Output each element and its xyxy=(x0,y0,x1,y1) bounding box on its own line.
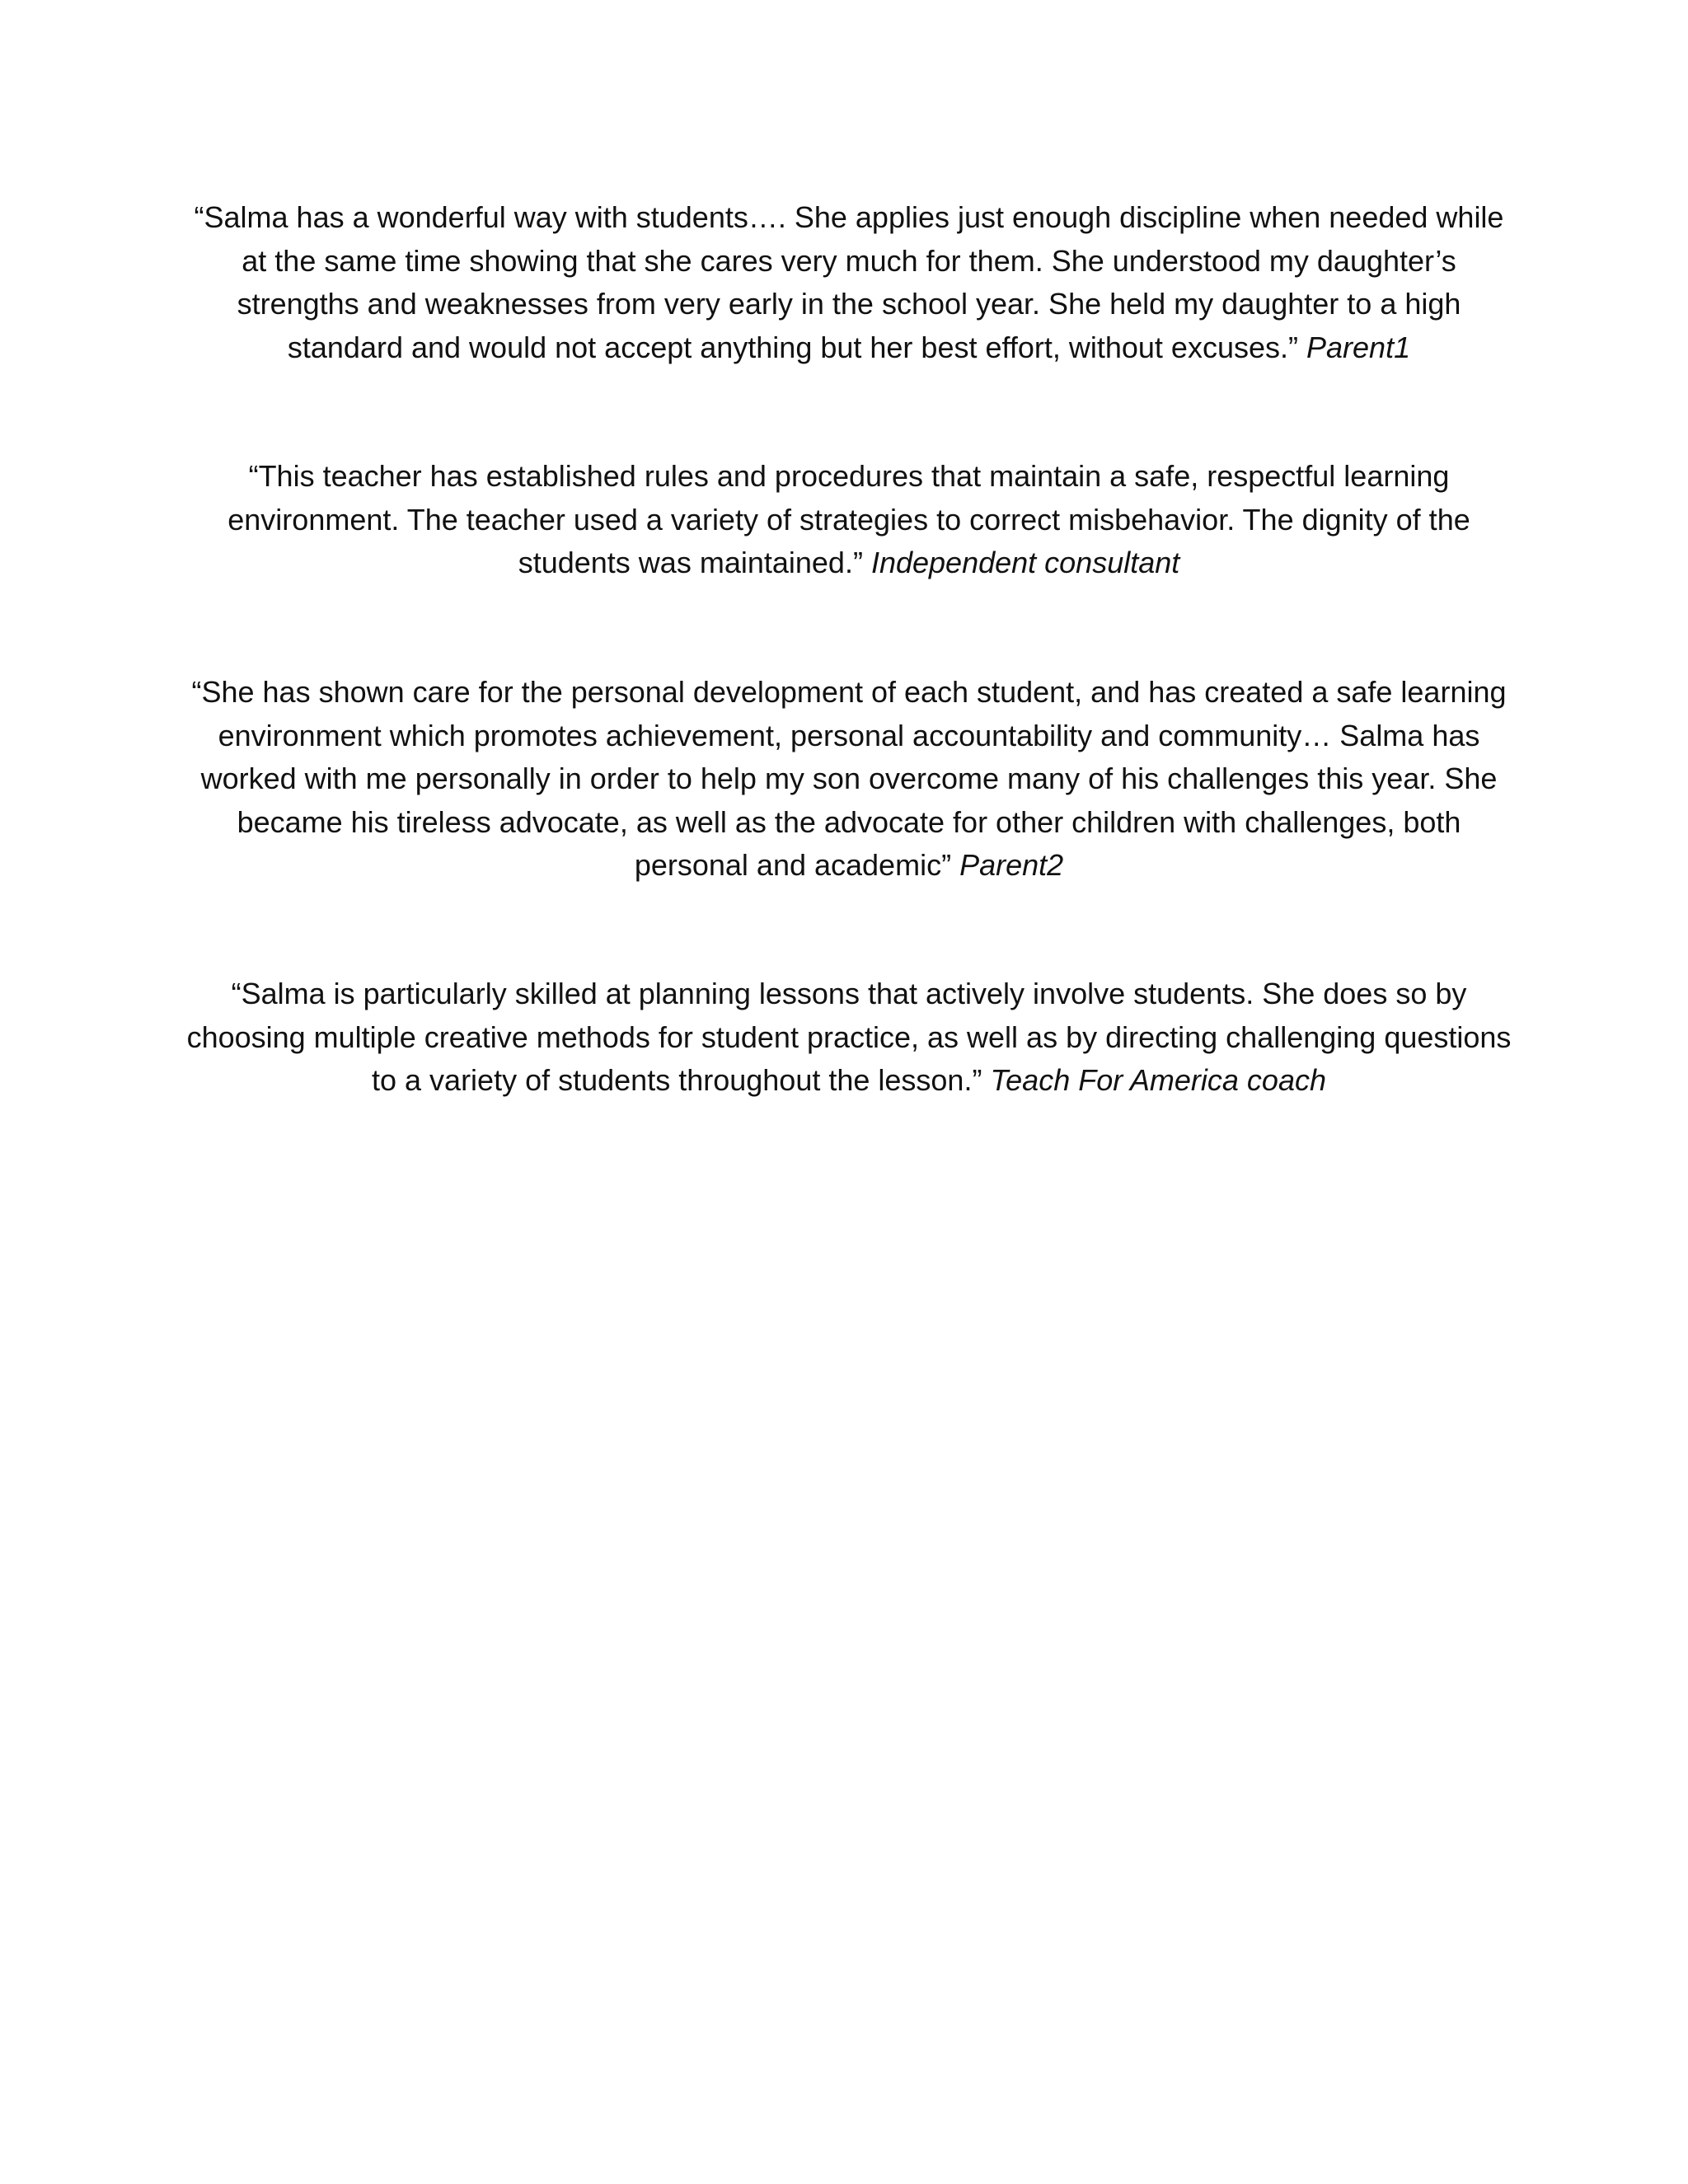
testimonial xyxy=(181,196,1517,369)
testimonial xyxy=(181,455,1517,585)
testimonial-quote: “This teacher has established rules and procedures that maintain a safe, respectful learning environment. The teacher used a variety of strategies to correct misbehavior. The dignity of the students was maintained.” xyxy=(227,459,1470,579)
testimonial-attribution: Teach For America coach xyxy=(990,1063,1326,1097)
testimonial-quote: “She has shown care for the personal development of each student, and has created a safe learning environment which promotes achievement, personal accountability and community… Salma has worked with me personally in order to help my son overcome many of his challenges this year. She became his tireless advocate, as well as the advocate for other children with challenges, both personal and academic” xyxy=(191,675,1507,882)
testimonial xyxy=(181,671,1517,888)
testimonial-attribution: Parent2 xyxy=(959,848,1064,882)
testimonial-quote: “Salma is particularly skilled at planning lessons that actively involve students. She does so by choosing multiple creative methods for student practice, as well as by directing challenging questions to a variety of students throughout the lesson.” xyxy=(186,977,1512,1097)
testimonial-quote: “Salma has a wonderful way with students…. She applies just enough discipline when needed while at the same time showing that she cares very much for them. She understood my daughter’s strengths and weaknesses from very early in the school year. She held my daughter to a high standard and would not accept anything but her best effort, without excuses.” xyxy=(194,200,1504,364)
testimonial-attribution: Parent1 xyxy=(1306,330,1411,364)
testimonial-attribution: Independent consultant xyxy=(870,546,1180,579)
testimonial xyxy=(181,972,1517,1103)
